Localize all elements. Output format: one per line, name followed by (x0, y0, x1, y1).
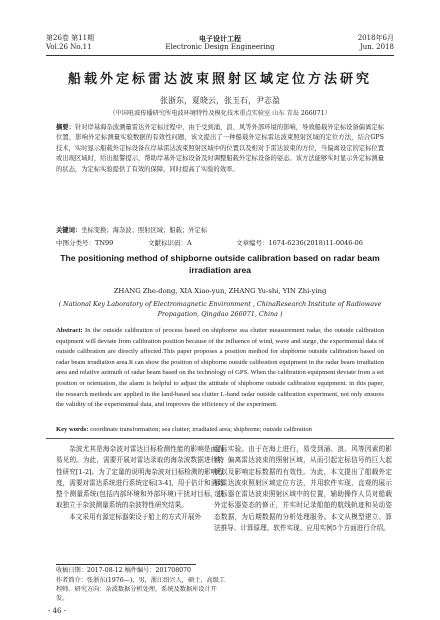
body-column-left (56, 444, 224, 523)
header-volume-cn: 第26卷 第11期 (46, 34, 95, 42)
keywords-en (56, 426, 384, 433)
page-number: - 46 - (48, 607, 67, 615)
article-title-cn: 船载外定标雷达波束照射区域定位方法研究 (67, 72, 372, 87)
authors-cn: 张浙东，夏晓云，张玉石，尹志盈 (160, 96, 280, 105)
keywords-cn-text: 坐标变换；海杂波；照射区域；船载；外定标 (81, 227, 208, 234)
header-journal-cn: 电子设计工程 (199, 34, 241, 43)
header-date-en: Jun. 2018 (359, 43, 394, 51)
keywords-en-label: Key words: (56, 426, 89, 433)
body-paragraph-1: 杂波尤其是海杂波对雷达目标检测性能的影响是面而易见的。为此，需要开展对雷达录取的海杂波数据进行特性研究[1-2]。为了定量的说明海杂波对目标检测的影响程度，需要对雷达系统进行系统定标[3-4]，用于估计和消除整个测量系统(包括内部环境和外部环境)干扰对目标，获取独立于杂波测量系统的杂波特性研究结果。 (56, 445, 224, 510)
section-divider (46, 438, 394, 439)
footnote-author-bio: 作者简介：张浙东(1976—)，男，浙江绍兴人，硕士，高级工程师。研究方向：杂波数据分析处理，系统及数据库设计开发。 (56, 577, 226, 602)
footnote-dates: 收稿日期：2017-08-12 稿件编号：201708070 (56, 567, 191, 574)
abstract-en-label: Abstract: (56, 327, 83, 334)
affiliation-cn: （中国电波传播研究所电波环境特性及模化技术重点实验室 山东 青岛 266071） (109, 110, 331, 117)
authors-en: ZHANG Zhe-dong, XIA Xiao-yun, ZHANG Yu-shi, YIN Zhi-ying (113, 287, 327, 295)
abstract-cn-text: 针对岸基海杂波测量雷达外定标过程中，由于受到涌、浪、风等外部环境的影响，导致船载外定标设备偏离定标位置，影响外定标测量实验数据的有效性问题，该文提出了一种船载外定标雷达波束照射区域的定位方法，结合GPS技术，实时显示船载外定标设备在岸基雷达波束照射区域中的位置以及相对于雷达波束的方位，当偏离设定的定标位置或出现区域时，给出报警提示，帮助岸基外定标设备及时调整船载外定标设备的姿态。该方法能够实时显示外定标测量的状态，为定标实验提供了有效的保障，同时提高了实验的效率。 (56, 124, 385, 173)
affiliation-en: ( National Key Laboratory of Electromagnetic Environment , ChinaResearch Institute of Radiowave Propagation, Qingdao 266071, China ) (58, 300, 382, 318)
article-title-en: The positioning method of shipborne outside calibration based on radar beam irradiation area (60, 253, 380, 275)
abstract-cn-label: 摘要： (56, 124, 75, 131)
body-paragraph-2: 本文采用有源定标器架设于船上的方式开展外 (69, 512, 202, 521)
header-journal-en: Electronic Design Engineering (165, 43, 275, 51)
keywords-en-text: coordinate transformation; sea clutter; irradiated area; shipborne; outside calibration (90, 426, 312, 433)
header-date (358, 34, 394, 52)
running-header (46, 34, 394, 56)
class-number: 中图分类号：TN99 (56, 239, 114, 247)
abstract-en-text: In the outside calibration of process based on shipborne sea clutter measurement radar, the outside calibration equipment will deviate from calibration position because of the influence of wind, wave and surge, the experimental data of outside calibration are directly affected.This paper proposes a position method for shipborne outside calibration based on radar beam irradiation area.It can show the position of shipborne outside calibration equipment in the radar beam irradiation area and relative azimuth of radar beam based on the technology of GPS. When the calibration equipment deviate from a set position or orientation, the alarm is helpful to adjust the attitude of shipborne outside calibration equipment. in this paper, the research methods are applied in the land-based sea clutter L-band radar outside calibration experiment, not only ensures the validity of the experimental data, and improves the efficiency of the experiment. (56, 327, 384, 409)
header-date-cn: 2018年6月 (357, 34, 394, 42)
header-divider (46, 55, 394, 56)
footnote-divider (56, 564, 196, 565)
article-number: 文章编号：1674-6236(2018)11-0046-06 (236, 239, 363, 247)
abstract-en (56, 326, 384, 411)
keywords-cn (56, 226, 384, 235)
keywords-cn-label: 关键词： (56, 227, 82, 234)
body-column-right (214, 444, 392, 534)
document-code: 文献标识码：A (148, 239, 192, 247)
header-volume-en: Vol.26 No.11 (46, 43, 92, 51)
abstract-cn (56, 123, 384, 175)
header-journal (46, 34, 394, 52)
body-paragraph-3: 定标实验。由于在海上进行，易受到涌、浪、风等因素的影响，偏离雷达波束的照射区域，从而引起定标信号的巨大起伏以及影响定标数据的有效性。为此，本文提出了船载外定标雷达波束照射区域定位方法，并用软件实现，直观的展示定标器在雷达波束照射区域中的位置，辅助操作人员对船载外定标器姿态的修正，并实时记录船舶的航线轨迹和吴动姿态数据，为后期数据的分析处理服务。本文从模型建立、算法推导、计算原理、软件实现、应用实例5个方面进行介绍。 (214, 445, 392, 533)
